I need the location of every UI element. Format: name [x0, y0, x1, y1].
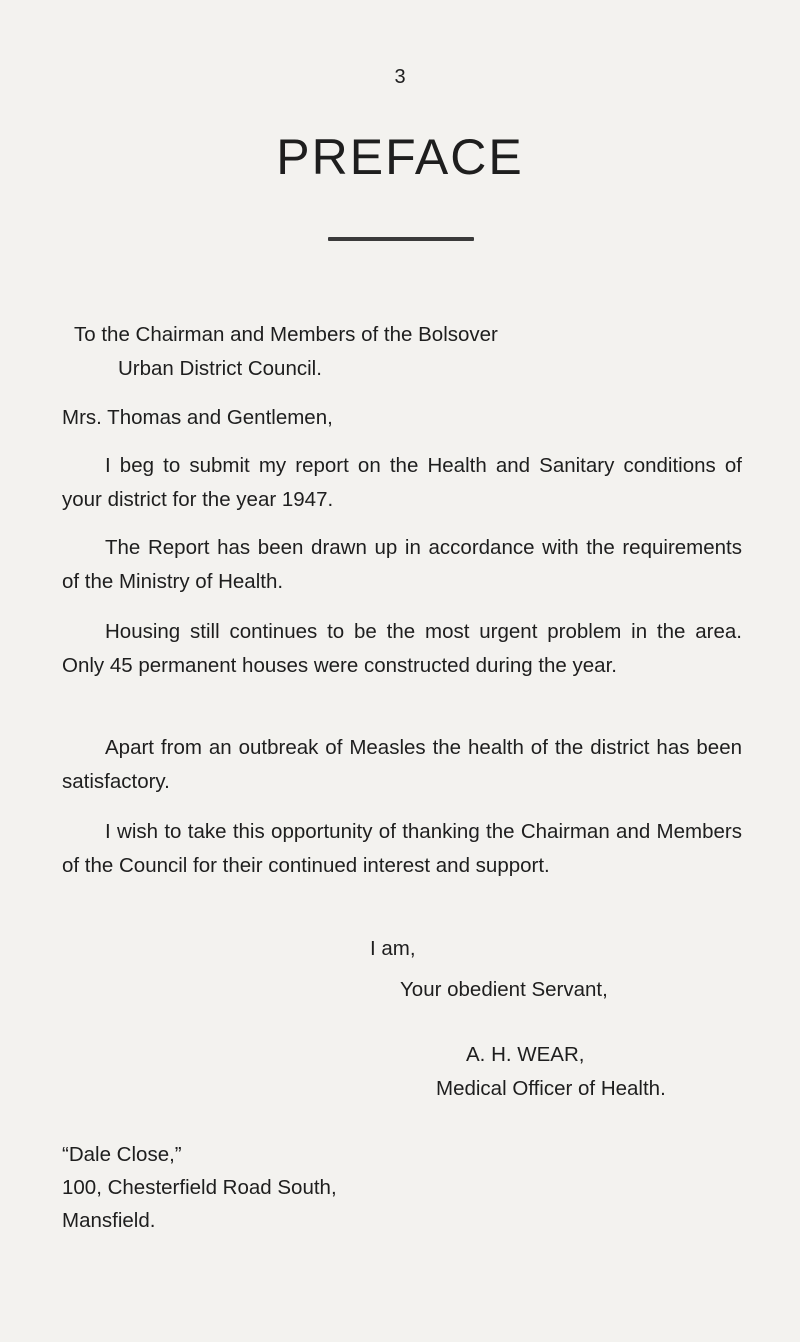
paragraph-5: I wish to take this opportunity of thanking the Chairman and Members of the Council for their continued interest and support. [62, 820, 742, 877]
address-line-1: “Dale Close,” [62, 1143, 182, 1166]
signature-name: A. H. WEAR, [466, 1043, 585, 1066]
closing-line-1: I am, [370, 937, 416, 960]
paragraph-1: I beg to submit my report on the Health and Sanitary conditions of your district for the year 1947. [62, 454, 742, 511]
title-underline [328, 237, 474, 241]
signature-title: Medical Officer of Health. [436, 1077, 666, 1100]
paragraph-4: Apart from an outbreak of Measles the health of the district has been satisfactory. [62, 736, 742, 793]
addressee-line-1: To the Chairman and Members of the Bolsover [74, 323, 498, 346]
address-line-3: Mansfield. [62, 1209, 156, 1232]
addressee-line-2: Urban District Council. [118, 357, 322, 380]
page-title: PREFACE [276, 129, 524, 185]
address-line-2: 100, Chesterfield Road South, [62, 1176, 337, 1199]
salutation: Mrs. Thomas and Gentlemen, [62, 406, 333, 429]
page-number: 3 [394, 66, 406, 88]
paragraph-2: The Report has been drawn up in accordance with the requirements of the Ministry of Health. [62, 536, 742, 593]
paragraph-3: Housing still continues to be the most urgent problem in the area. Only 45 permanent houses were constructed during the year. [62, 620, 742, 677]
closing-line-2: Your obedient Servant, [400, 978, 608, 1001]
